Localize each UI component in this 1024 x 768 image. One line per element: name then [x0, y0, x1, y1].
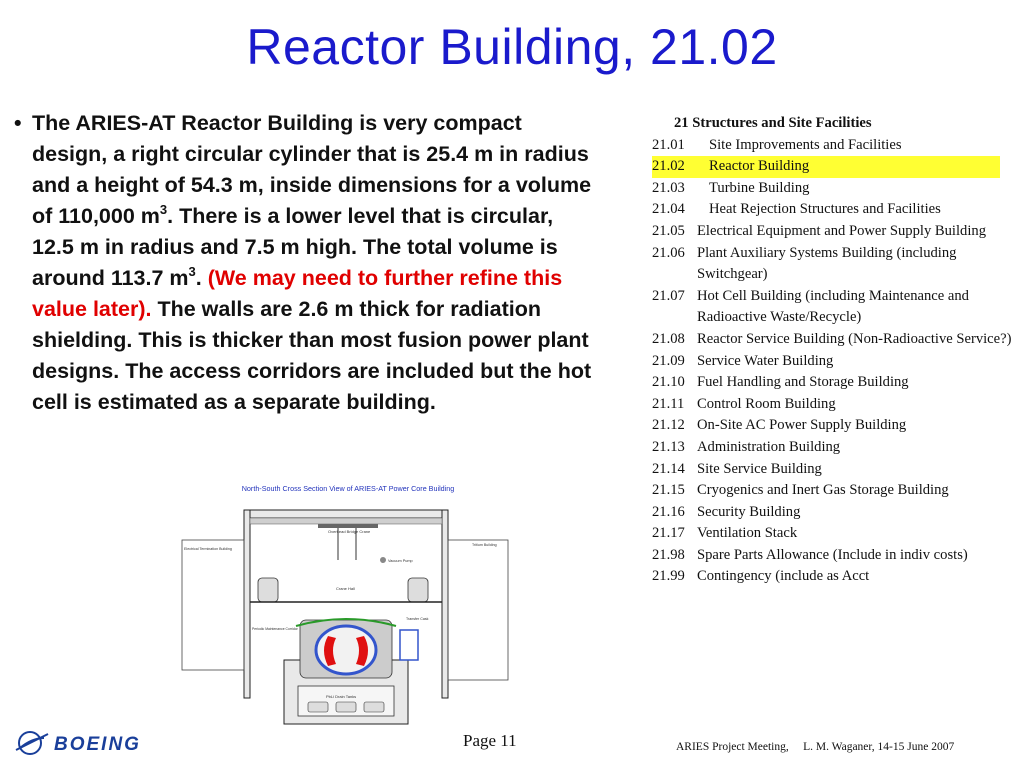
wbs-label: Security Building: [697, 503, 801, 520]
drain-tank: [364, 702, 384, 712]
wbs-label: Reactor Service Building (Non-Radioactive Service?): [697, 330, 1012, 347]
wbs-label: Site Service Building: [697, 460, 822, 477]
label-overhead-crane: Overhead Bridge Crane: [328, 529, 371, 534]
wbs-code: 21.06: [652, 244, 685, 261]
wbs-code: 21.13: [652, 438, 685, 455]
label-vacuum-pump: Vacuum Pump: [388, 559, 413, 563]
wbs-code: 21.07: [652, 287, 685, 304]
storage-tank: [408, 578, 428, 602]
wbs-label: Reactor Building: [709, 158, 810, 175]
wbs-code: 21.05: [652, 222, 685, 239]
wbs-row: [652, 566, 1022, 588]
diagram-title: North-South Cross Section View of ARIES-AT Power Core Building: [241, 484, 455, 493]
wbs-code: 21.16: [652, 503, 685, 520]
bullet-marker: •: [14, 111, 22, 135]
cross-section-diagram: [178, 480, 518, 730]
crane-beam: [318, 524, 378, 528]
transfer-cask: [400, 630, 418, 660]
wbs-list: [652, 113, 1022, 588]
wbs-header: 21 Structures and Site Facilities: [674, 115, 872, 131]
storage-tank: [258, 578, 278, 602]
wbs-label: Electrical Equipment and Power Supply Building: [697, 222, 986, 239]
wbs-label: Cryogenics and Inert Gas Storage Building: [697, 482, 949, 499]
wbs-row: [652, 459, 1022, 481]
label-crane-hall: Crane Hall: [336, 586, 355, 591]
wbs-label: Plant Auxiliary Systems Building (including Switchgear): [697, 244, 957, 283]
boeing-symbol-icon: [16, 732, 48, 754]
superscript-cubed: 3: [159, 201, 168, 217]
wbs-label: Fuel Handling and Storage Building: [697, 374, 909, 391]
text-part-a: The ARIES-AT Reactor Building is very compact design, a right circular cylinder that is 25.4 m in radius and a height of 54.3 m, inside dimensions for a volume of 110,000 m: [32, 111, 592, 228]
wbs-row: [652, 523, 1022, 545]
wbs-code: 21.14: [652, 460, 685, 477]
wbs-row: [652, 437, 1022, 459]
wbs-label: Contingency (include as Acct: [697, 568, 870, 585]
body-text: [14, 108, 594, 418]
wbs-label: Ventilation Stack: [697, 525, 798, 542]
vacuum-pump: [380, 557, 386, 563]
wbs-label: Service Water Building: [697, 352, 834, 369]
wbs-code: 21.12: [652, 417, 685, 434]
drain-tank: [308, 702, 328, 712]
wbs-label: On-Site AC Power Supply Building: [697, 417, 907, 434]
wbs-row: [652, 243, 1022, 286]
wbs-row: [652, 394, 1022, 416]
label-electrical: Electrical Termination Building: [184, 547, 232, 551]
wbs-code: 21.15: [652, 482, 685, 499]
wbs-code: 21.98: [652, 546, 685, 563]
wbs-code: 21.01: [652, 136, 685, 153]
wbs-row: [652, 286, 1022, 329]
wbs-code: 21.08: [652, 330, 685, 347]
label-transfer-cask: Transfer Cask: [406, 617, 429, 621]
wbs-label: Spare Parts Allowance (Include in indiv costs): [697, 546, 968, 563]
wbs-label: Control Room Building: [697, 395, 836, 412]
wbs-code: 21.11: [652, 395, 685, 412]
label-tritium: Tritium Building: [472, 543, 497, 547]
text-part-b: . There is a lower level that is circular, 12.5 m in radius and 7.5 m high. The total volume is around 113.7 m: [32, 204, 558, 290]
description-paragraph: [32, 108, 594, 418]
wbs-row: [652, 329, 1022, 351]
superscript-cubed-2: 3: [188, 263, 196, 279]
wbs-row: [652, 545, 1022, 567]
wbs-row-highlighted: [652, 156, 1000, 178]
label-periodic-corridor: Periodic Maintenance Corridor: [252, 627, 298, 631]
wbs-label: Turbine Building: [709, 179, 810, 196]
wbs-code: 21.02: [652, 158, 685, 175]
wbs-label: Site Improvements and Facilities: [709, 136, 902, 153]
wbs-row: [652, 199, 1022, 221]
wbs-code: 21.09: [652, 352, 685, 369]
text-part-c: .: [195, 266, 208, 290]
wbs-row: [652, 221, 1022, 243]
electrical-building-outline: [182, 540, 244, 670]
wbs-row: [652, 351, 1022, 373]
wbs-code: 21.99: [652, 568, 685, 585]
roof-shielding: [250, 518, 442, 524]
wbs-row: [652, 415, 1022, 437]
page-number: Page 11: [463, 731, 517, 750]
text-part-d: The walls are 2.6 m thick for radiation shielding. This is thicker than most fusion power plant designs. The access corridors are included but the hot cell is estimated as a separate building.: [32, 297, 592, 414]
wbs-code: 21.04: [652, 201, 685, 218]
wbs-label: Hot Cell Building (including Maintenance and Radioactive Waste/Recycle): [697, 287, 969, 326]
boeing-logo: [14, 726, 184, 760]
wbs-row: [652, 502, 1022, 524]
meeting-footer: ARIES Project Meeting, L. M. Waganer, 14-15 June 2007: [676, 741, 955, 753]
drain-tank: [336, 702, 356, 712]
wbs-row: [652, 480, 1022, 502]
wbs-code: 21.17: [652, 525, 685, 542]
wbs-row: [652, 135, 1022, 157]
wbs-label: Administration Building: [697, 438, 841, 455]
slide-title: Reactor Building, 21.02: [246, 19, 778, 75]
wbs-label: Heat Rejection Structures and Facilities: [709, 201, 941, 218]
wbs-row: [652, 372, 1022, 394]
wbs-row: [652, 178, 1022, 200]
wbs-code: 21.03: [652, 179, 685, 196]
tritium-building-outline: [448, 540, 508, 680]
boeing-wordmark: BOEING: [54, 734, 141, 755]
red-note: (We may need to further refine this value later).: [32, 266, 563, 321]
wbs-code: 21.10: [652, 374, 685, 391]
label-drain-tanks: PbLi Drain Tanks: [326, 694, 357, 699]
